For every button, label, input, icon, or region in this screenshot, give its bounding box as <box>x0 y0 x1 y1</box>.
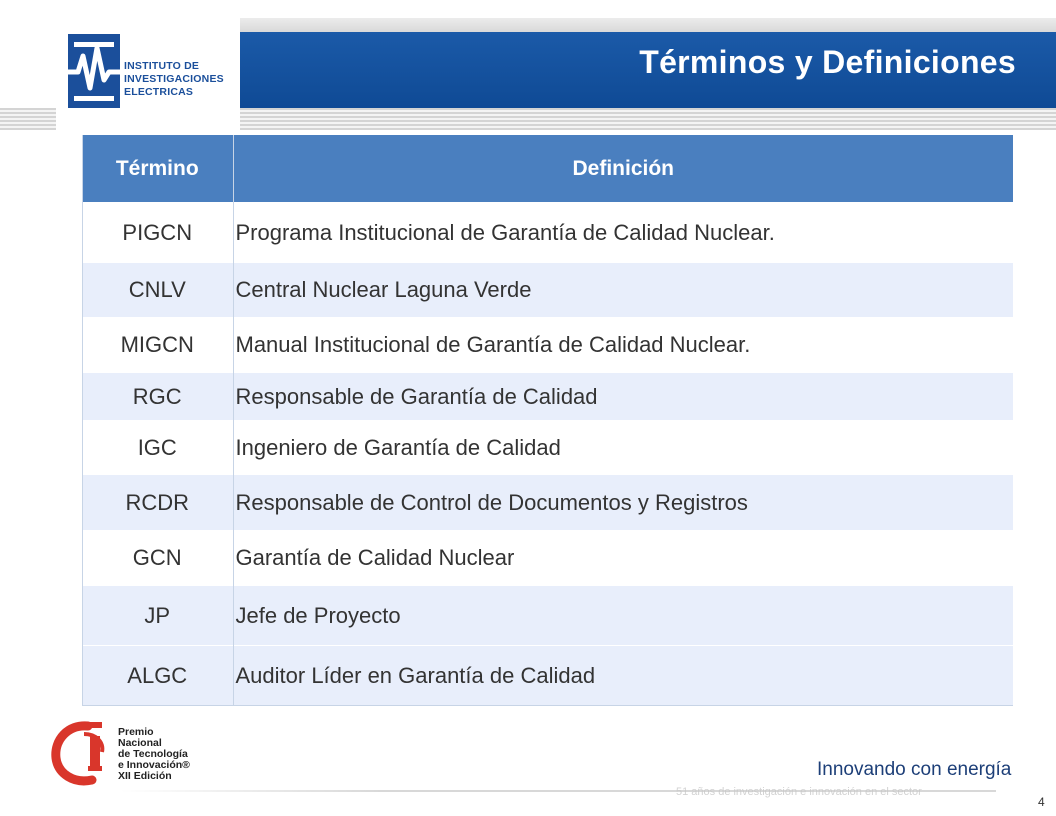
definition-cell: Garantía de Calidad Nuclear <box>233 531 1013 586</box>
header-left-lines-decoration <box>0 108 56 130</box>
award-text <box>118 727 190 782</box>
logo-line-1: INSTITUTO DE <box>124 60 200 72</box>
term-cell: GCN <box>82 531 233 586</box>
term-cell: RCDR <box>82 475 233 531</box>
definition-cell: Auditor Líder en Garantía de Calidad <box>233 646 1013 706</box>
term-cell: CNLV <box>82 263 233 318</box>
terms-table <box>82 135 1013 706</box>
header-definition: Definición <box>233 135 1013 203</box>
definition-cell: Responsable de Garantía de Calidad <box>233 373 1013 421</box>
header-term: Término <box>82 135 233 203</box>
page-number: 4 <box>1038 795 1045 809</box>
table-row <box>82 586 1013 646</box>
logo-line-3: ELECTRICAS <box>124 86 194 98</box>
award-logo-icon <box>48 716 118 788</box>
slide-header <box>0 0 1056 135</box>
table-row <box>82 263 1013 318</box>
definition-cell: Central Nuclear Laguna Verde <box>233 263 1013 318</box>
table-row <box>82 421 1013 475</box>
iie-logo-mark-icon <box>68 34 120 108</box>
table-row <box>82 531 1013 586</box>
award-line-4: e Innovación® <box>118 759 190 771</box>
table-row <box>82 203 1013 263</box>
term-cell: RGC <box>82 373 233 421</box>
term-cell: ALGC <box>82 646 233 706</box>
definition-cell: Ingeniero de Garantía de Calidad <box>233 421 1013 475</box>
table-row <box>82 475 1013 531</box>
header-lines-decoration <box>240 108 1056 130</box>
table-row <box>82 373 1013 421</box>
definition-cell: Programa Institucional de Garantía de Calidad Nuclear. <box>233 203 1013 263</box>
table-row <box>82 646 1013 706</box>
definition-cell: Manual Institucional de Garantía de Calidad Nuclear. <box>233 318 1013 373</box>
logo-line-2: INVESTIGACIONES <box>124 73 224 85</box>
table-row <box>82 318 1013 373</box>
footer-tagline-subtext: 51 años de investigación e innovación en el sector <box>676 786 922 798</box>
definition-cell: Jefe de Proyecto <box>233 586 1013 646</box>
award-line-1: Premio <box>118 726 154 738</box>
iie-logo <box>56 18 240 130</box>
award-line-2: Nacional <box>118 737 162 749</box>
term-cell: MIGCN <box>82 318 233 373</box>
award-line-3: de Tecnología <box>118 748 188 760</box>
award-line-5: XII Edición <box>118 770 172 782</box>
term-cell: PIGCN <box>82 203 233 263</box>
definition-cell: Responsable de Control de Documentos y Registros <box>233 475 1013 531</box>
table-header-row <box>82 135 1013 203</box>
header-top-strip <box>240 18 1056 32</box>
footer-tagline: Innovando con energía <box>817 759 1012 780</box>
iie-logo-text <box>124 60 224 99</box>
term-cell: IGC <box>82 421 233 475</box>
term-cell: JP <box>82 586 233 646</box>
slide-title: Términos y Definiciones <box>639 44 1016 80</box>
